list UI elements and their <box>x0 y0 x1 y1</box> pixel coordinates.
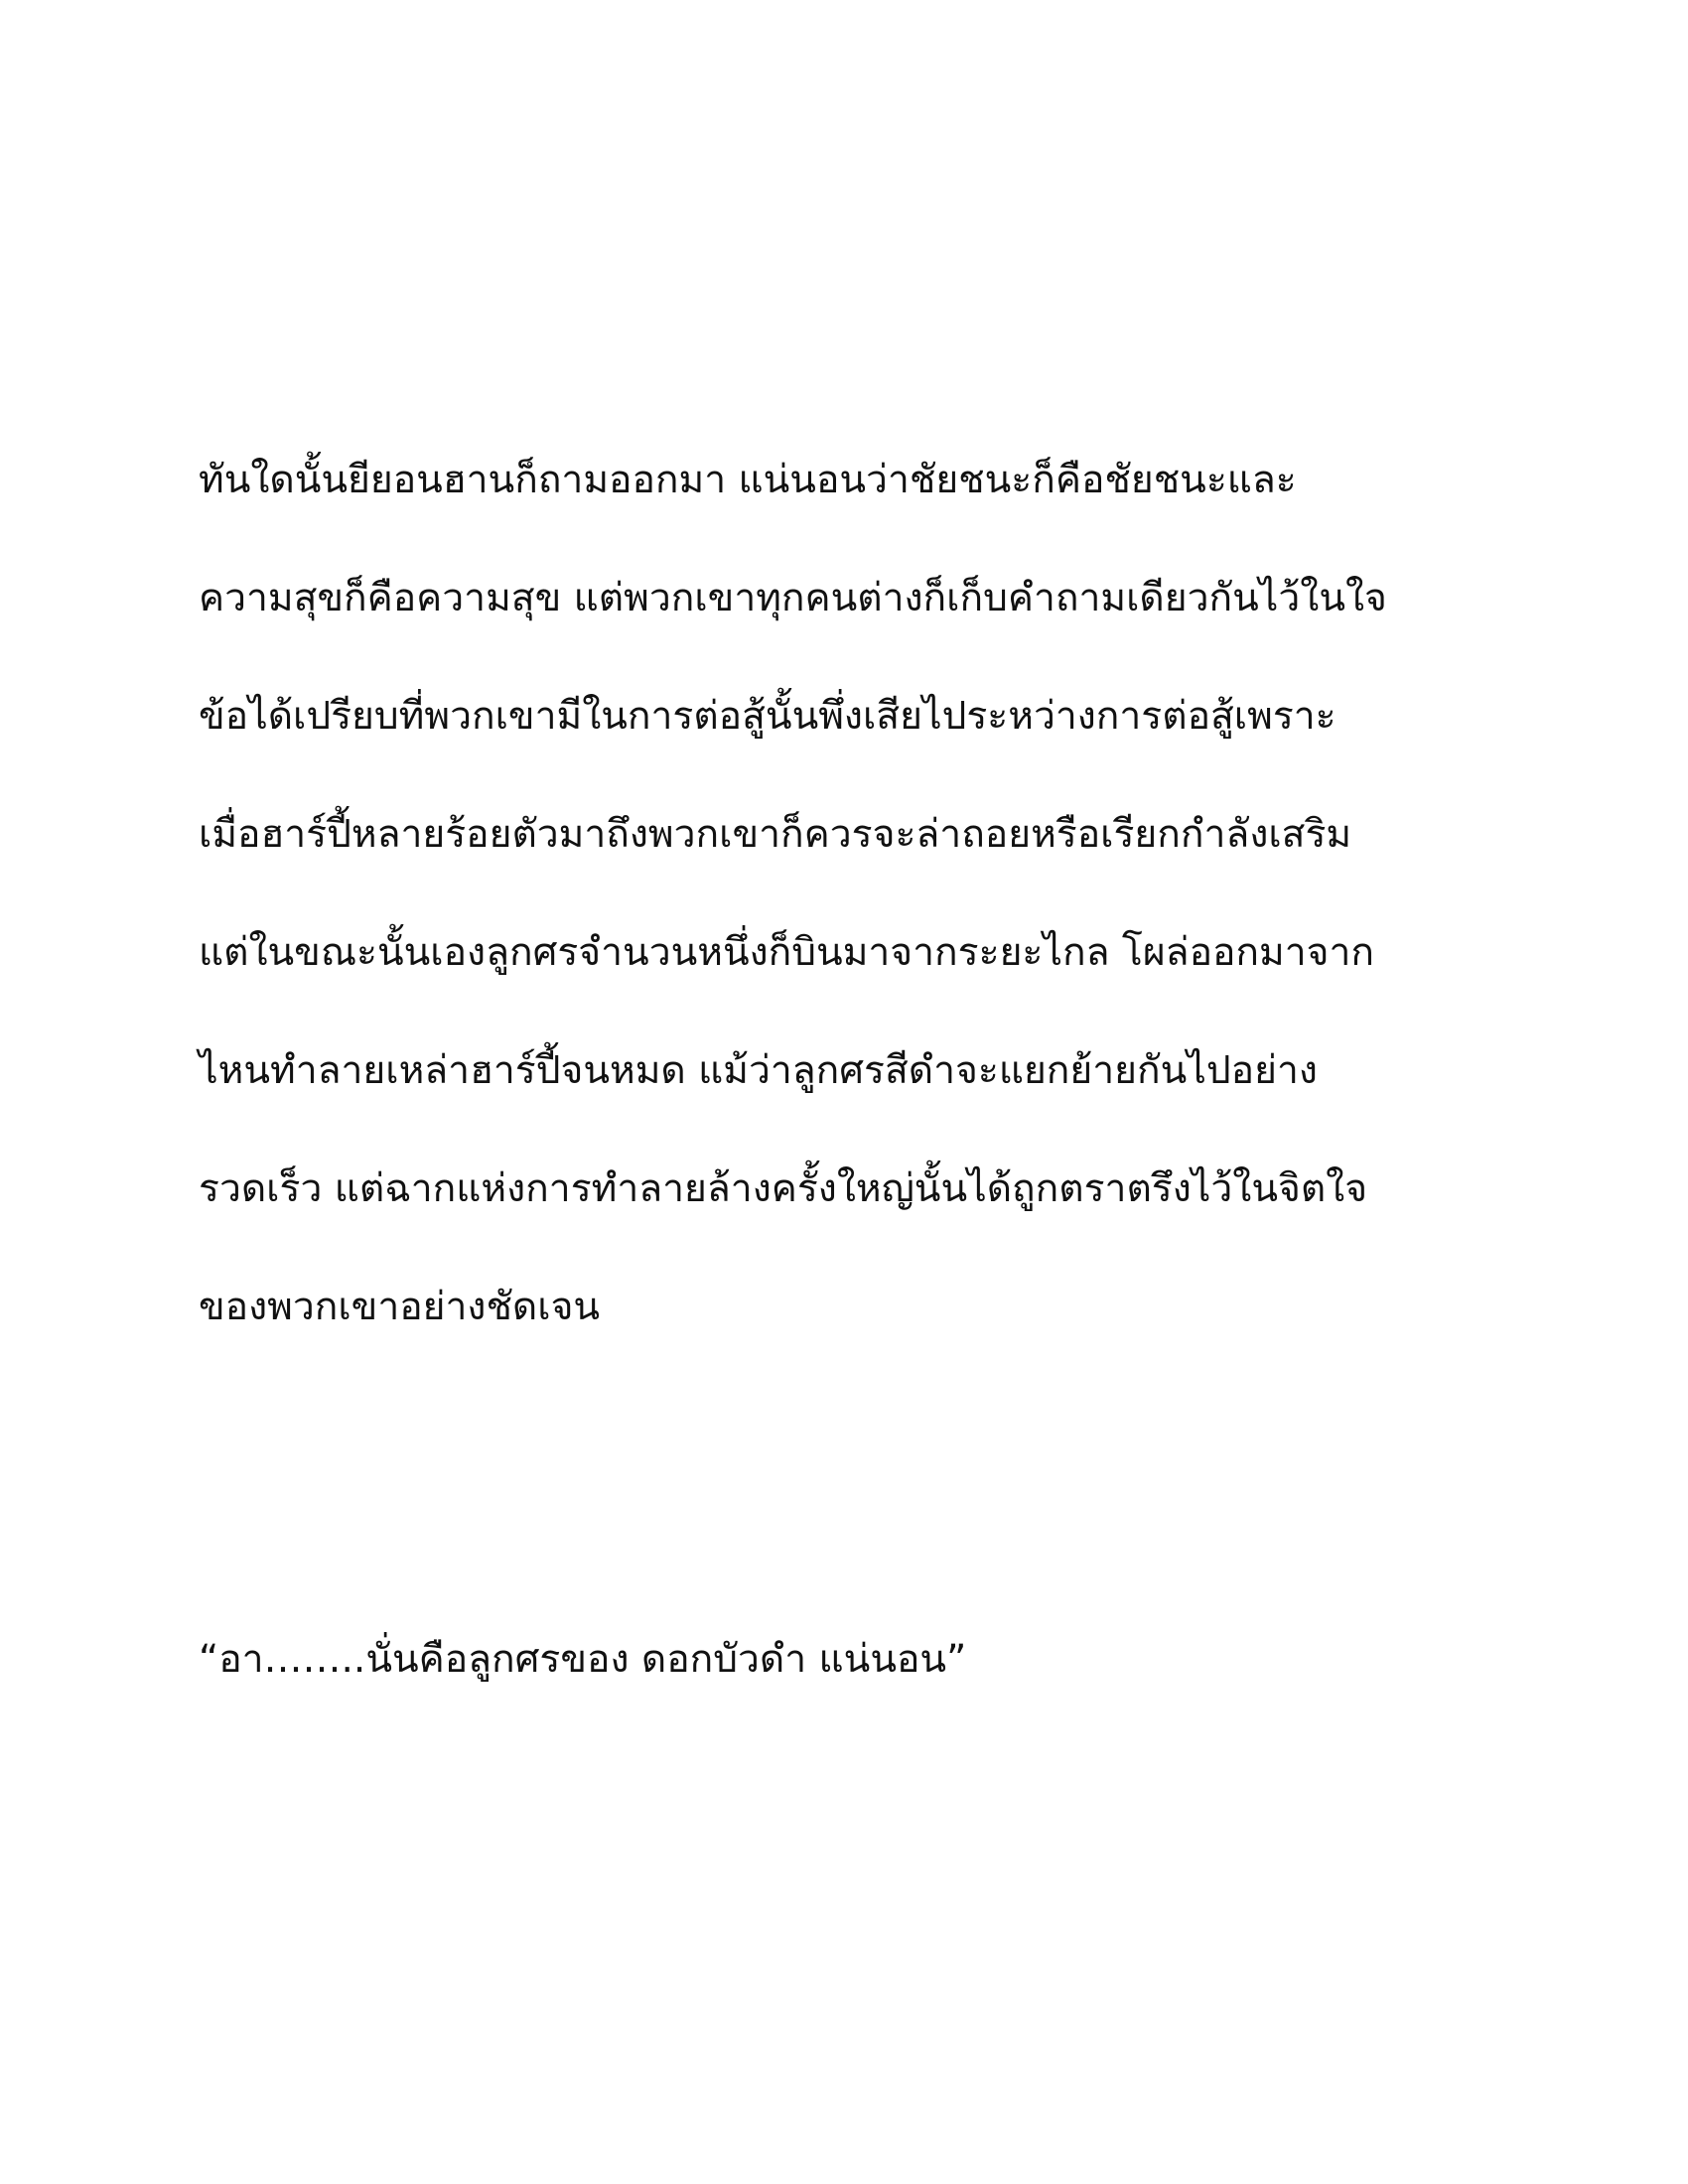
paragraph-line: ของพวกเขาอย่างชัดเจน <box>199 1285 601 1329</box>
paragraph-line: ทันใดนั้นยียอนฮานก็ถามออกมา แน่นอนว่าชัยชนะก็คือชัยชนะและ <box>199 458 1297 502</box>
paragraph-line: แต่ในขณะนั้นเองลูกศรจำนวนหนึ่งก็บินมาจากระยะไกล โผล่ออกมาจาก <box>199 930 1375 975</box>
paragraph-line: ไหนทำลายเหล่าฮาร์ปี้จนหมด แม้ว่าลูกศรสีดำจะแยกย้ายกันไปอย่าง <box>199 1048 1318 1093</box>
paragraph-line: ความสุขก็คือความสุข แต่พวกเขาทุกคนต่างก็เก็บคำถามเดียวกันไว้ในใจ <box>199 576 1387 620</box>
paragraph-line: รวดเร็ว แต่ฉากแห่งการทำลายล้างครั้งใหญ่นั้นได้ถูกตราตรึงไว้ในจิตใจ <box>199 1166 1368 1211</box>
story-paragraph <box>199 452 1509 1397</box>
paragraph-line: ข้อได้เปรียบที่พวกเขามีในการต่อสู้นั้นพึ่งเสียไประหว่างการต่อสู้เพราะ <box>199 694 1336 739</box>
paragraph-line: เมื่อฮาร์ปี้หลายร้อยตัวมาถึงพวกเขาก็ควรจะล่าถอยหรือเรียกกำลังเสริม <box>199 812 1352 857</box>
dialogue-quote: “อา……..นั่นคือลูกศรของ ดอกบัวดำ แน่นอน” <box>199 1637 967 1682</box>
